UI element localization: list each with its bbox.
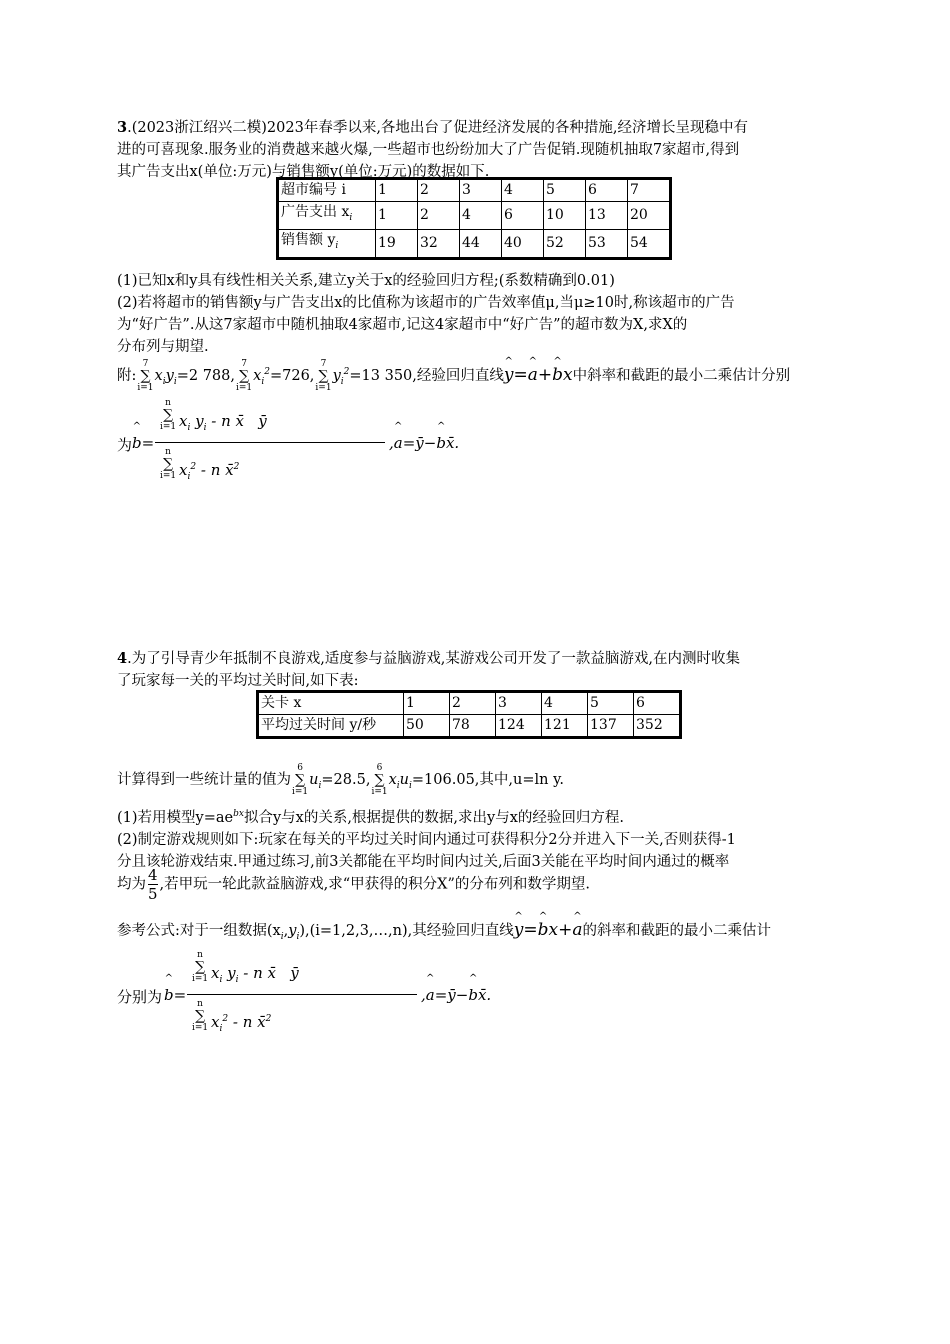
table-cell: 4 — [542, 692, 588, 715]
table-cell: 10 — [544, 202, 586, 230]
table-cell: 2 — [418, 202, 460, 230]
q3-part2-line3: 分布列与期望. — [117, 339, 209, 355]
q3-intro: 3.(2023浙江绍兴二模)2023年春季以来,各地出台了促进经济发展的各种措施,经济增长呈现稳中有 进的可喜现象.服务业的消费越来越火爆,一些超市也纷纷加大了广告促销.现随机抽取7家超市,得到 其广告支出x(单位:万元)与销售额y(单位:万元)的数据如下. — [117, 117, 837, 183]
table-cell: 121 — [542, 715, 588, 738]
q4-ls-formula: 分别为 ^ b= n ∑ i=1 $x_i$ $y_i$ - n x̄ ȳ n ∑ i=1 $x_i^2$ - n x̄$^2$ ,^ a=ȳ−^ bx̄. — [117, 950, 517, 1045]
table-row — [258, 715, 681, 738]
q4-data-table — [256, 690, 682, 739]
q4-part2-line1: (2)制定游戏规则如下:玩家在每关的平均过关时间内通过可获得积分2分并进入下一关,否则获得-1 — [117, 831, 736, 848]
row-label: 销售额 $y_i$ — [278, 229, 376, 258]
table-cell: 52 — [544, 229, 586, 258]
q4-part1: (1)若用模型$y=ae^{bx}$拟合y与x的关系,根据提供的数据,求出y与x的经验回归方程. — [117, 809, 625, 826]
q4-part2-line3: 均为 $\frac{4}{5}$ ,若甲玩一轮此款益脑游戏,求“甲获得的积分X”的分布列和数学期望. — [117, 866, 591, 903]
q4-intro-line2: 了玩家每一关的平均过关时间,如下表: — [117, 673, 359, 689]
q3-source: (2023浙江绍兴二模) — [131, 120, 267, 136]
table-cell: 20 — [628, 202, 671, 230]
table-cell: 4 — [460, 202, 502, 230]
q4-stats: 计算得到一些统计量的值为 6 ∑ i=1 $u_i=28.5$, 6 ∑ i=1 $x_iu_i=106.05$,其中,u=ln y. — [117, 763, 564, 797]
row-label: 超市编号 i — [278, 179, 376, 202]
q4-reference: 参考公式:对于一组数据$(x_i,y_i),(i=1,2,3,\dots,n)$,其经验回归直线^ y=^ bx+^ a的斜率和截距的最小二乘估计 — [117, 912, 837, 955]
table-cell: 3 — [460, 179, 502, 202]
regression-line-formula: ^ y=^ a+^ bx — [504, 365, 573, 385]
table-cell: 19 — [376, 229, 418, 258]
table-cell: 352 — [634, 715, 681, 738]
table-row — [278, 202, 671, 230]
q3-parts — [117, 270, 837, 358]
table-cell: 1 — [376, 202, 418, 230]
table-cell: 4 — [502, 179, 544, 202]
row-label: 关卡 x — [258, 692, 404, 715]
table-cell: 13 — [586, 202, 628, 230]
table-cell: 5 — [544, 179, 586, 202]
table-cell: 124 — [496, 715, 542, 738]
q3-appendix: 附: 7 ∑ i=1 $x_iy_i=2$ 788, 7 ∑ i=1 $x_i^2=726$, 7 ∑ i=1 $y_i^2=13$ 350,经验回归直线^ y=^ a+^ bx中斜率和截距的最小二乘估计分别 — [117, 352, 837, 402]
table-cell: 3 — [496, 692, 542, 715]
q3-number: 3 — [117, 119, 128, 136]
table-cell: 137 — [588, 715, 634, 738]
q4-part2-line2: 分且该轮游戏结束.甲通过练习,前3关都能在平均时间内过关,后面3关能在平均时间内通过的概率 — [117, 853, 730, 870]
table-row — [278, 229, 671, 258]
q4-intro-line1: .为了引导青少年抵制不良游戏,适度参与益脑游戏,某游戏公司开发了一款益脑游戏,在内测时收集 — [127, 651, 741, 667]
sigma-icon: 7 ∑ i=1 — [236, 358, 253, 393]
table-cell: 44 — [460, 229, 502, 258]
table-cell: 78 — [450, 715, 496, 738]
sigma-icon: 7 ∑ i=1 — [315, 358, 332, 393]
table-cell: 6 — [634, 692, 681, 715]
table-row — [278, 179, 671, 202]
probability-fraction: $\frac{4}{5}$ — [148, 866, 158, 903]
q3-intro-line2: 进的可喜现象.服务业的消费越来越火爆,一些超市也纷纷加大了广告促销.现随机抽取7家超市,得到 — [117, 142, 740, 158]
table-cell: 2 — [450, 692, 496, 715]
table-cell: 32 — [418, 229, 460, 258]
table-cell: 1 — [376, 179, 418, 202]
q3-part2-line1: (2)若将超市的销售额y与广告支出x的比值称为该超市的广告效率值μ,当μ≥10时,称该超市的广告 — [117, 295, 735, 311]
regression-line-formula: ^ y=^ bx+^ a — [514, 920, 583, 940]
q4-number: 4 — [117, 650, 128, 667]
table-cell: 6 — [502, 202, 544, 230]
table-cell: 53 — [586, 229, 628, 258]
q3-part2-line2: 为“好广告”.从这7家超市中随机抽取4家超市,记这4家超市中“好广告”的超市数为X,求X的 — [117, 317, 688, 333]
q3-data-table — [276, 177, 672, 260]
q4-parts — [117, 803, 837, 873]
table-row — [258, 692, 681, 715]
table-cell: 1 — [404, 692, 450, 715]
q3-intro-line1: 2023年春季以来,各地出台了促进经济发展的各种措施,经济增长呈现稳中有 — [266, 120, 749, 136]
q3-intro-line3: 其广告支出x(单位:万元)与销售额y(单位:万元)的数据如下. — [117, 164, 490, 180]
table-cell: 2 — [418, 179, 460, 202]
row-label: 广告支出 $x_i$ — [278, 202, 376, 230]
table-cell: 6 — [586, 179, 628, 202]
table-cell: 7 — [628, 179, 671, 202]
table-cell: 5 — [588, 692, 634, 715]
q3-part1: (1)已知x和y具有线性相关关系,建立y关于x的经验回归方程;(系数精确到0.01) — [117, 273, 615, 289]
row-label: 平均过关时间 y/秒 — [258, 715, 404, 738]
q4-intro — [117, 648, 837, 692]
table-cell: 54 — [628, 229, 671, 258]
sigma-icon: 7 ∑ i=1 — [137, 358, 154, 393]
sigma-icon: 6 ∑ i=1 — [371, 763, 388, 797]
table-cell: 40 — [502, 229, 544, 258]
q3-ls-formula: 为 ^ b= n ∑ i=1 $x_i$ $y_i$ - n x̄ ȳ n ∑ i=1 $x_i^2$ - n x̄$^2$ ,^ a=ȳ−^ bx̄. — [117, 398, 517, 493]
sigma-icon: 6 ∑ i=1 — [292, 763, 309, 797]
table-cell: 50 — [404, 715, 450, 738]
